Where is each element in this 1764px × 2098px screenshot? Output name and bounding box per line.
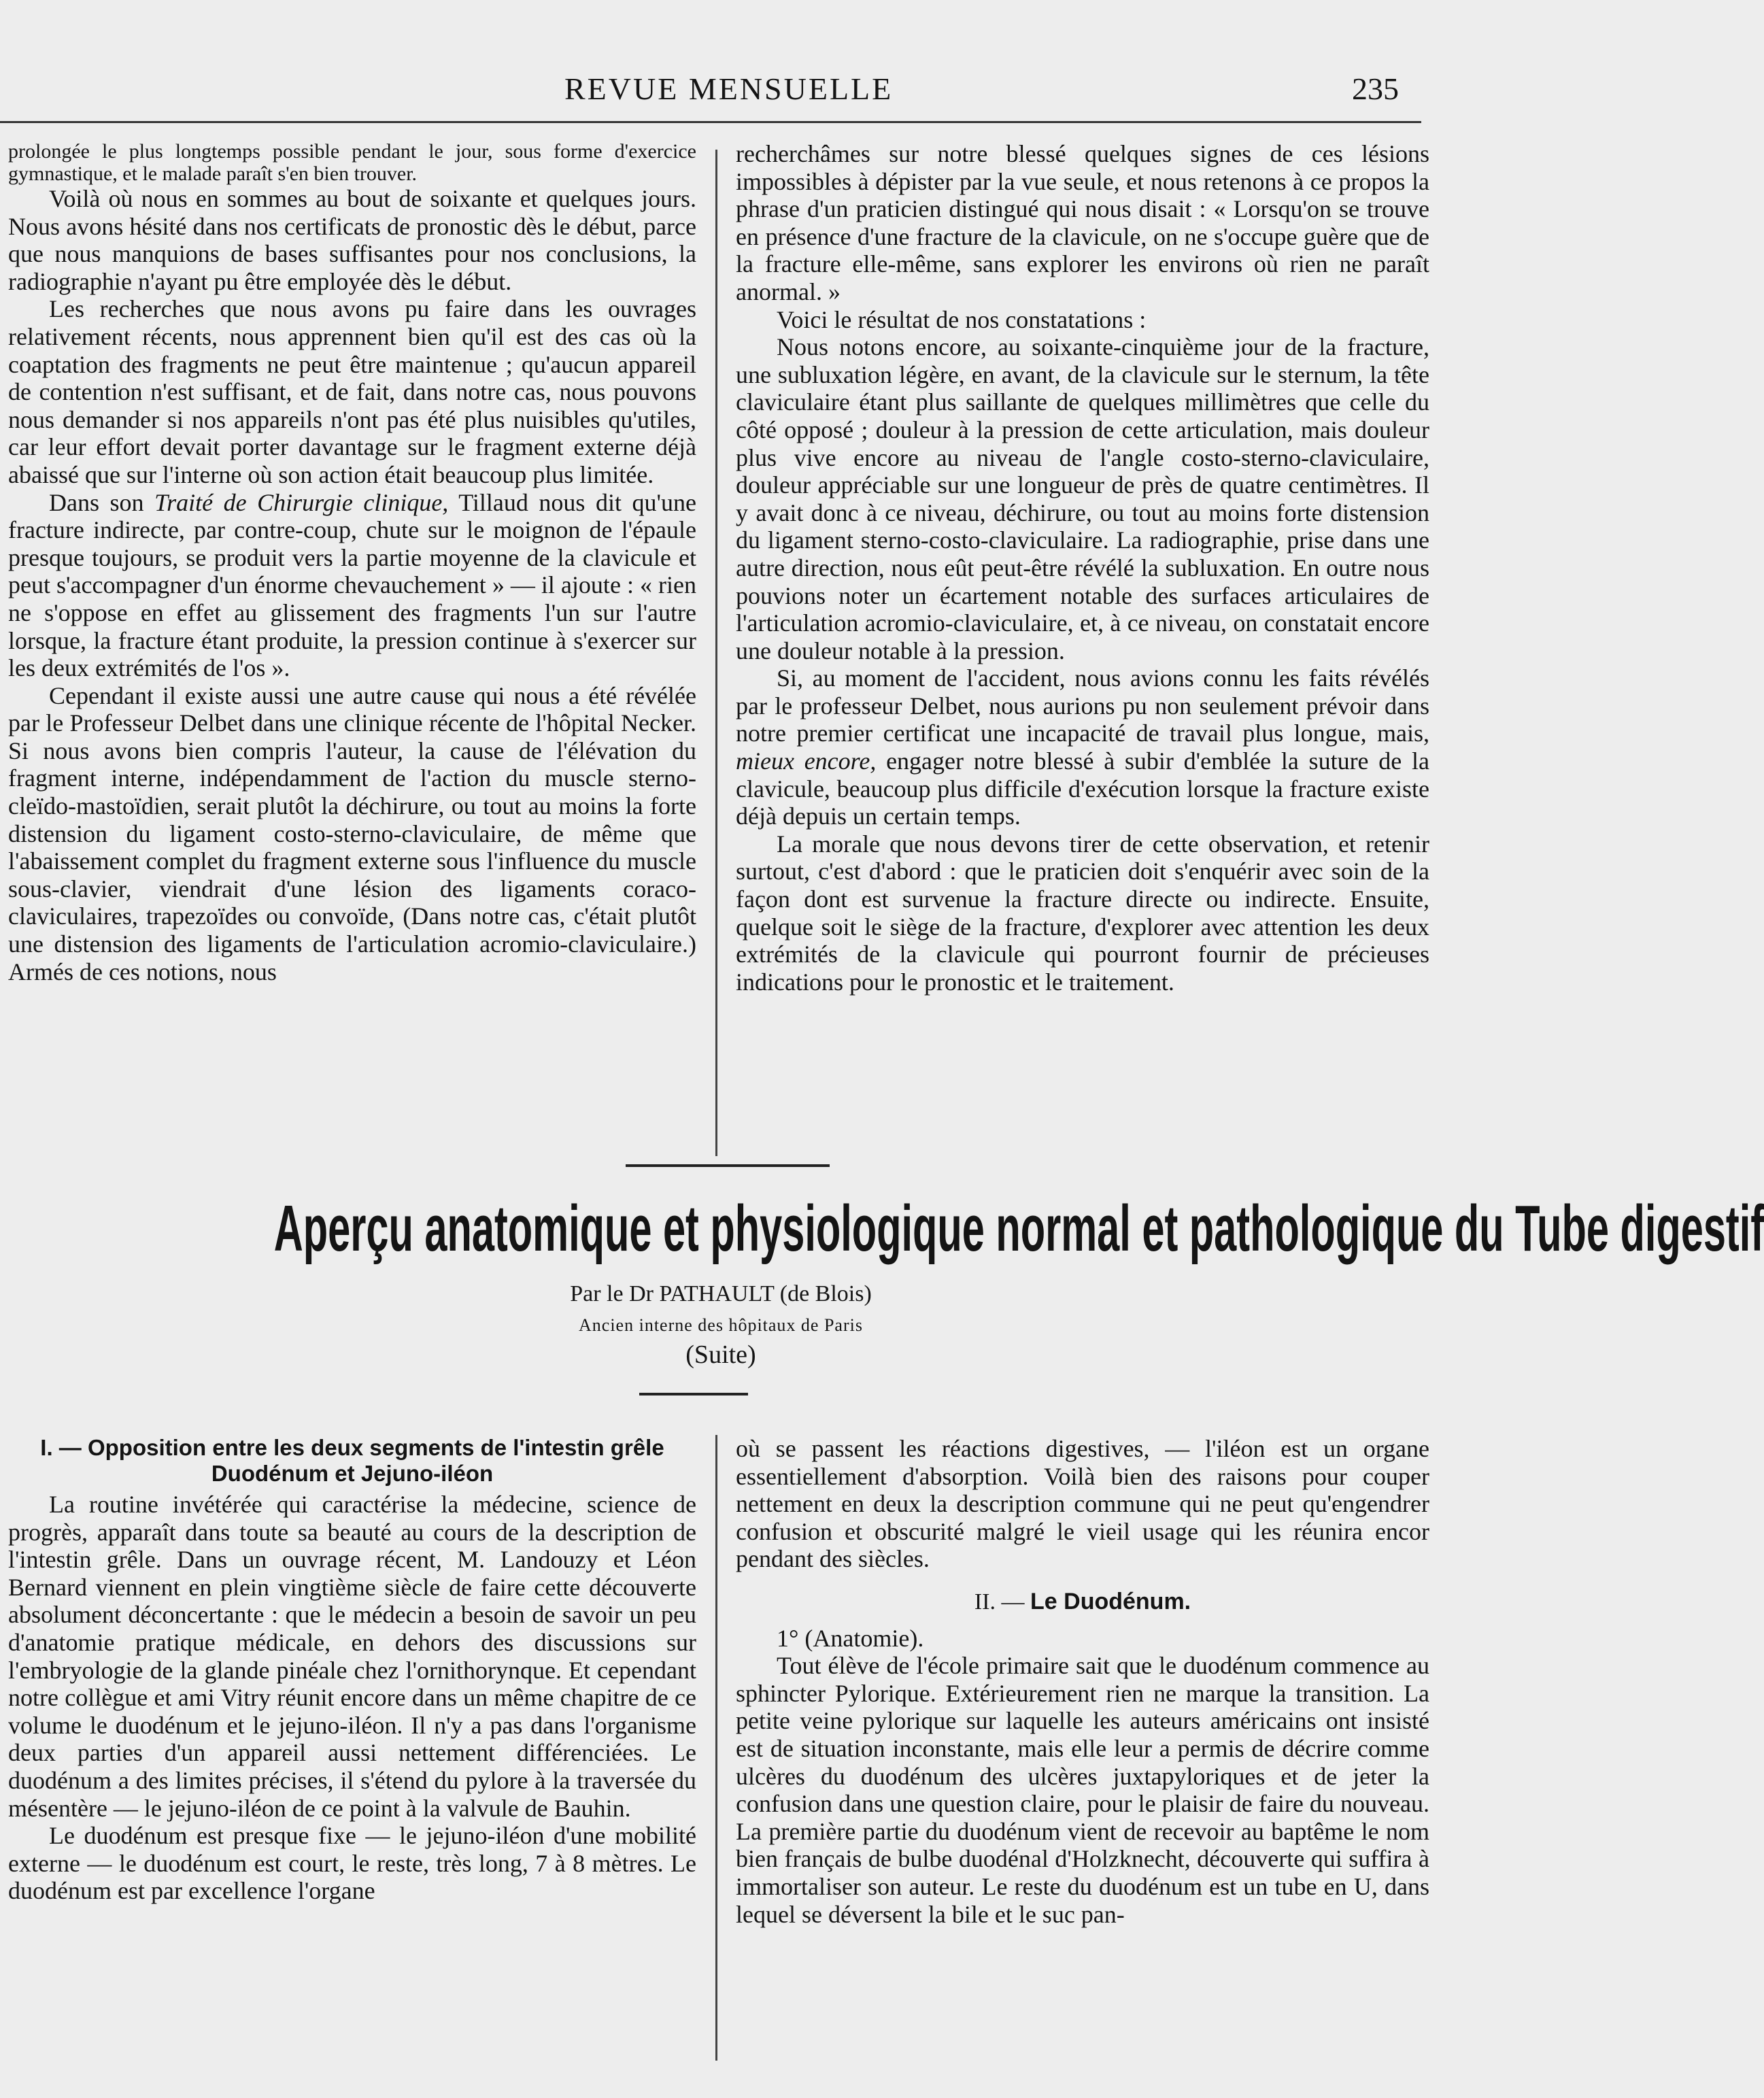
text-run: Dans son bbox=[49, 488, 155, 516]
paragraph: où se passent les réactions digestives, — l'iléon est un organe essentiellement d'absorption. Voilà bien des raisons pour couper nettement en deux la description commune qui ne peut qu'engendrer confusion et obscurité malgré le vieil usage qui les réunira encor pendant des siècles. bbox=[736, 1435, 1429, 1573]
suite-label: (Suite) bbox=[685, 1340, 756, 1369]
paragraph: prolongée le plus longtemps possible pendant le jour, sous forme d'exercice gymnastique, et le malade paraît s'en bien trouver. bbox=[8, 140, 696, 185]
paragraph: Cependant il existe aussi une autre cause qui nous a été révélée par le Professeur Delbet dans une clinique récente de l'hôpital Necker. Si nous avons bien compris l'auteur, la cause de l'élévation du fragment interne, indépendamment de l'action du muscle sterno-cleïdo-mastoïdien, serait plutôt la déchirure, ou tout au moins la forte distension du ligament costo-sterno-claviculaire, de même que l'abaissement complet du fragment externe sous l'influence du muscle sous-clavier, viendrait d'une lésion des ligaments coraco-claviculaires, trapezoïdes ou convoïde, (Dans notre cas, c'était plutôt une distension des ligaments de l'articulation acromio-claviculaire.) Armés de ces notions, nous bbox=[8, 681, 696, 985]
journal-title: REVUE MENSUELLE bbox=[564, 71, 894, 106]
column-divider bbox=[715, 1435, 717, 2061]
text-run: engager notre blessé à subir d'emblée la suture de la clavicule, beaucoup plus difficile d'exécution lorsque la fracture existe déjà depuis un certain temps. bbox=[736, 747, 1429, 830]
text-run: Si, au moment de l'accident, nous avions connu les faits révélés par le professeur Delbet, nous aurions pu non seulement prévoir dans notre premier certificat une incapacité de travail plus longue, mais, bbox=[736, 664, 1429, 747]
heading-number: II. — bbox=[974, 1589, 1031, 1614]
bottom-left-column bbox=[8, 1435, 696, 1905]
title-rule-top bbox=[626, 1164, 830, 1167]
page-number: 235 bbox=[1352, 71, 1399, 106]
paragraph: Le duodénum est presque fixe — le jejuno-iléon d'une mobilité externe — le duodénum est court, le reste, très long, 7 à 8 mètres. Le duodénum est par excellence l'organe bbox=[8, 1822, 696, 1905]
text-run: Tillaud nous dit qu'une fracture indirecte, par contre-coup, chute sur le moignon de l'épaule presque toujours, se produit vers la partie moyenne de la clavicule et peut s'accompagner d'un énorme chevauchement » — il ajoute : « rien ne s'oppose en effet au glissement des fragments l'un sur l'autre lorsque, la fracture étant produite, la pression continue à s'exercer sur les deux extrémités de l'os ». bbox=[8, 488, 696, 682]
paragraph: Nous notons encore, au soixante-cinquième jour de la fracture, une subluxation légère, en avant, de la clavicule sur le sternum, la tête claviculaire étant plus saillante de quelques millimètres que celle du côté opposé ; douleur à la pression de cette articulation, mais douleur plus vive encore au niveau de l'angle costo-sterno-claviculaire, douleur appréciable sur une longueur de près de quatre centimètres. Il y avait donc à ce niveau, déchirure, ou tout au moins forte distension du ligament sterno-costo-claviculaire. La radiographie, prise dans une autre direction, nous eût peut-être révélé la subluxation. En outre nous pouvions noter un écartement notable des surfaces articulaires de l'articulation acromio-claviculaire, et, à ce niveau, on constatait encore une douleur notable à la pression. bbox=[736, 333, 1429, 664]
paragraph bbox=[736, 664, 1429, 830]
title-rule-bottom bbox=[639, 1393, 748, 1395]
paragraph: recherchâmes sur notre blessé quelques signes de ces lésions impossibles à dépister par la vue seule, et nous retenons à ce propos la phrase d'un praticien distingué qui nous disait : « Lorsqu'on se trouve en présence d'une fracture de la clavicule, on ne s'occupe guère que de la fracture elle-même, sans explorer les environs où rien ne paraît anormal. » bbox=[736, 140, 1429, 305]
section-heading bbox=[8, 1435, 696, 1487]
paragraph: Tout élève de l'école primaire sait que le duodénum commence au sphincter Pylorique. Extérieurement rien ne marque la transition. La petite veine pylorique sur laquelle les auteurs américains ont insisté est de situation inconstante, mais elle leur a permis de décrire comme ulcères du duodénum des ulcères juxtapyloriques et de jeter la confusion dans une question claire, pour le plaisir de faire du nouveau. La première partie du duodénum vient de recevoir au baptême le nom bien français de bulbe duodénal d'Holzknecht, découverte qui suffira à immortaliser son auteur. Le reste du duodénum est un tube en U, dans lequel se déversent la bile et le suc pan- bbox=[736, 1652, 1429, 1928]
section-heading-line: I. — Opposition entre les deux segments de l'intestin grêle bbox=[40, 1435, 664, 1460]
section-heading-line: Duodénum et Jejuno-iléon bbox=[211, 1461, 494, 1486]
paragraph: Voilà où nous en sommes au bout de soixante et quelques jours. Nous avons hésité dans nos certificats de pronostic dès le début, parce que nous manquions de bases suffisantes pour nos conclusions, la radiographie n'ayant pu être employée dès le début. bbox=[8, 185, 696, 295]
paragraph: Voici le résultat de nos constatations : bbox=[777, 305, 1147, 333]
book-title: Traité de Chirurgie clinique, bbox=[154, 488, 449, 516]
top-right-column bbox=[736, 140, 1429, 996]
column-divider bbox=[715, 150, 717, 1156]
subsection-heading bbox=[736, 1588, 1429, 1617]
heading-title: Le Duodénum. bbox=[1030, 1588, 1191, 1614]
paragraph: 1° (Anatomie). bbox=[777, 1624, 924, 1652]
paragraph: Les recherches que nous avons pu faire dans les ouvrages relativement récents, nous apprennent bien qu'il est des cas où la coaptation des fragments ne peut être maintenue ; qu'aucun appareil de contention n'est suffisant, et de fait, dans notre cas, nous pouvons nous demander si nos appareils n'ont pas été plus nuisibles qu'utiles, car leur effort devait porter davantage sur le fragment externe déjà abaissé que sur l'interne où son action était beaucoup plus limitée. bbox=[8, 295, 696, 488]
emphasis: mieux encore, bbox=[736, 747, 877, 775]
author-affiliation: Ancien interne des hôpitaux de Paris bbox=[579, 1315, 863, 1335]
author-byline: Par le Dr PATHAULT (de Blois) bbox=[570, 1281, 872, 1306]
paragraph: La morale que nous devons tirer de cette observation, et retenir surtout, c'est d'abord : que le praticien doit s'enquérir avec soin de la façon dont est survenue la fracture directe ou indirecte. Ensuite, quelque soit le siège de la fracture, d'explorer avec attention les deux extrémités de la clavicule qui pourront fournir de précieuses indications pour le pronostic et le traitement. bbox=[736, 830, 1429, 996]
paragraph: La routine invétérée qui caractérise la médecine, science de progrès, apparaît dans toute sa beauté au cours de la description de l'intestin grêle. Dans un ouvrage récent, M. Landouzy et Léon Bernard viennent en plein vingtième siècle de faire cette découverte absolument déconcertante : que le médecin a besoin de savoir un peu d'anatomie pratique médicale, en dehors des discussions sur l'embryologie de la glande pinéale chez l'ornithorynque. Et cependant notre collègue et ami Vitry réunit encore dans un même chapitre de ce volume le duodénum et le jejuno-iléon. Il n'y a pas dans l'organisme deux parties d'un appareil aussi nettement différenciées. Le duodénum a des limites précises, il s'étend du pylore à la traversée du mésentère — le jejuno-iléon de ce point à la valvule de Bauhin. bbox=[8, 1491, 696, 1822]
running-head bbox=[0, 71, 1576, 118]
header-rule bbox=[0, 121, 1421, 123]
bottom-right-column bbox=[736, 1435, 1429, 1928]
top-left-column bbox=[8, 140, 696, 985]
paragraph bbox=[8, 489, 696, 682]
article-title: Aperçu anatomique et physiologique normal et pathologique du Tube digestif bbox=[273, 1192, 1764, 1265]
